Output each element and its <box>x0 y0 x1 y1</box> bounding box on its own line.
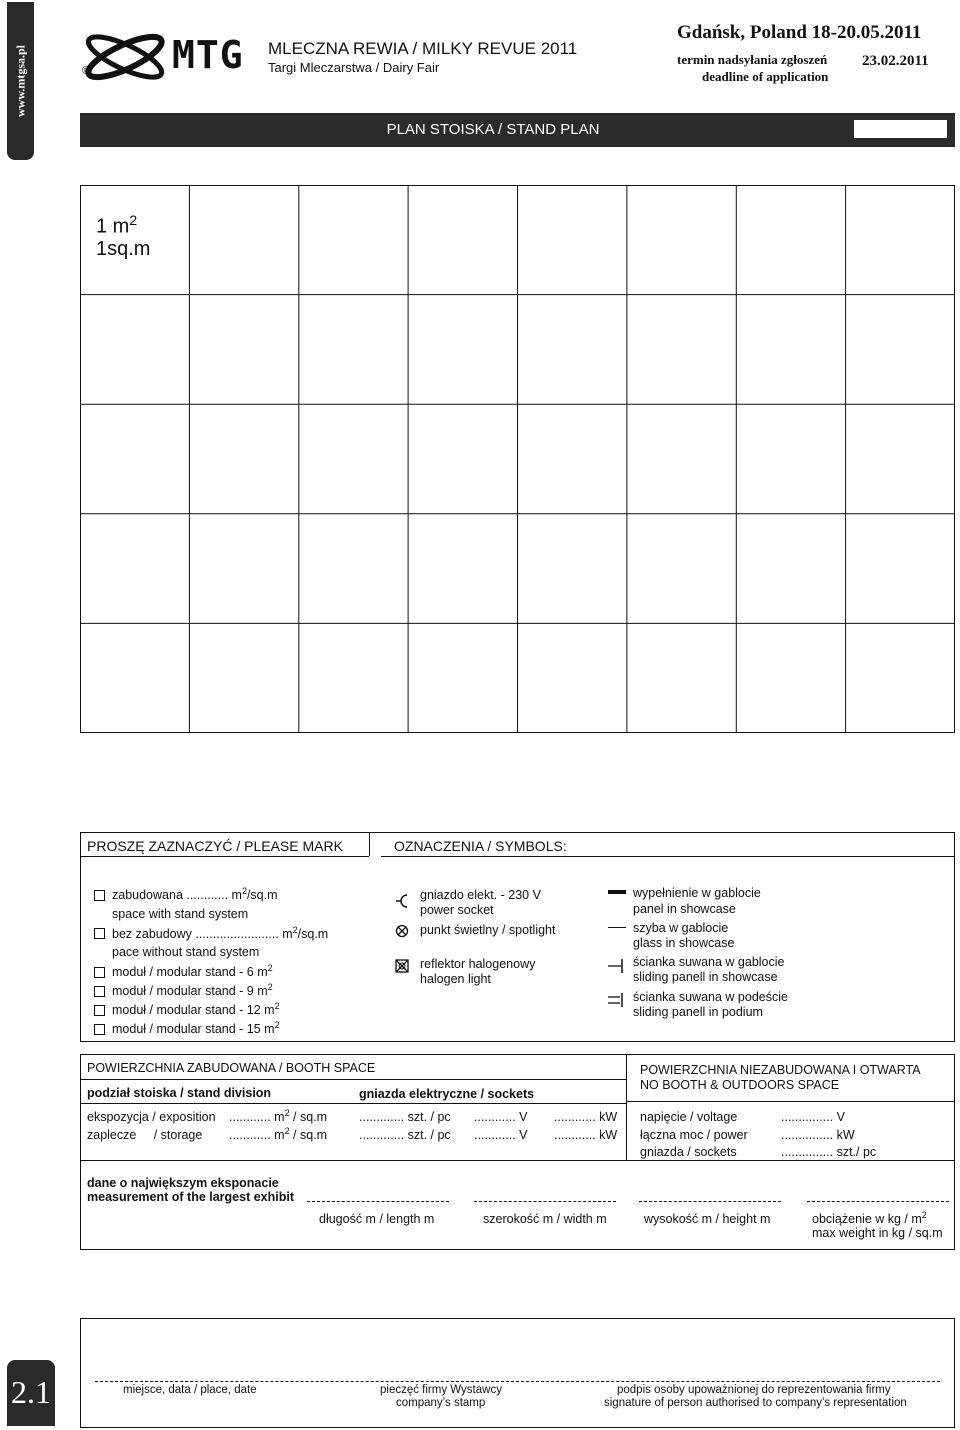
option-without-system <box>112 925 328 941</box>
deadline-en: deadline of application <box>702 69 829 84</box>
open-title-line <box>627 1101 954 1102</box>
page-number-tab <box>7 1360 55 1426</box>
opt4-label: moduł / modular stand - 6 m <box>112 965 268 980</box>
event-subtitle: Targi Mleczarstwa / Dairy Fair <box>268 60 440 75</box>
row1-unit: / sq.m <box>289 1128 328 1143</box>
socket-label: gniazdo elekt. - 230 V <box>420 888 541 902</box>
height-label: wysokość m / height m <box>644 1212 771 1226</box>
symbols-header-line <box>381 856 954 857</box>
registered-mark: ® <box>82 65 91 77</box>
sockets-label: gniazda elektryczne / sockets <box>359 1087 535 1101</box>
spotlight-label: punkt świetlny / spotlight <box>420 923 556 937</box>
deadline-date: 23.02.2011 <box>862 53 929 69</box>
socket-icon <box>394 893 410 909</box>
checkbox-modular-15[interactable] <box>94 1024 105 1035</box>
unit-sup: 2 <box>129 212 138 228</box>
opt0-sup: 2 <box>241 886 247 896</box>
row-storage-v: ............ V <box>474 1128 528 1142</box>
booth-mid-line <box>81 1160 954 1161</box>
mark-section <box>80 832 955 1042</box>
opt7-sup: 2 <box>274 1020 280 1030</box>
opt0-label: zabudowana ............ m <box>112 888 242 903</box>
weight-label-en: max weight in kg / sq.m <box>812 1226 943 1240</box>
row0-unit: / sq.m <box>289 1110 328 1125</box>
logo-emblem-icon <box>80 25 170 85</box>
width-label: szerokość m / width m <box>483 1212 607 1226</box>
open-voltage-name: napięcie / voltage <box>640 1110 738 1124</box>
option-modular-6 <box>112 963 273 979</box>
row-storage-area <box>229 1126 327 1142</box>
division-underline <box>81 1103 626 1104</box>
sliding-panel-label-en: sliding panell in showcase <box>633 970 778 984</box>
form-number-box[interactable] <box>854 120 947 138</box>
weight-field[interactable] <box>807 1201 949 1202</box>
sliding-panel-icon <box>608 958 626 974</box>
title-bar <box>80 113 955 147</box>
sliding-panel-label: ścianka suwana w gablocie <box>633 955 785 969</box>
sliding-podium-icon <box>608 992 626 1008</box>
logo-text: MTG <box>172 33 244 77</box>
halogen-icon <box>395 959 409 973</box>
row-exposition-szt: ............. szt. / pc <box>359 1110 451 1124</box>
signature-label-en: signature of person authorised to company’s representation <box>604 1397 907 1409</box>
exhibit-title-1: dane o największym eksponacie <box>87 1176 279 1190</box>
row-exposition-v: ............ V <box>474 1110 528 1124</box>
glass-label-en: glass in showcase <box>633 936 735 950</box>
length-field[interactable] <box>307 1201 449 1202</box>
open-title-2: NO BOOTH & OUTDOORS SPACE <box>640 1078 840 1092</box>
opt0-unit: /sq.m <box>246 888 278 903</box>
signature-box[interactable] <box>80 1318 955 1428</box>
stamp-label-en: company’s stamp <box>396 1397 486 1409</box>
signature-label: podpis osoby upoważnionej do reprezentowania firmy <box>617 1384 891 1396</box>
length-label: długość m / length m <box>319 1212 435 1226</box>
option-stand-system <box>112 886 278 902</box>
event-title: MLECZNA REWIA / MILKY REVUE 2011 <box>268 39 578 58</box>
place-date-label: miejsce, data / place, date <box>123 1384 257 1396</box>
glass-label: szyba w gablocie <box>633 921 729 935</box>
mark-header-divider <box>369 833 370 856</box>
side-tab <box>7 2 34 160</box>
exhibit-title-2: measurement of the largest exhibit <box>87 1190 295 1204</box>
unit-line2: 1sq.m <box>96 237 151 260</box>
booth-title-line <box>81 1079 626 1080</box>
option-modular-12 <box>112 1001 280 1017</box>
deadline-pl: termin nadsyłania zgłoszeń <box>677 52 828 67</box>
checkbox-stand-system[interactable] <box>94 890 105 901</box>
weight-sup: 2 <box>921 1210 927 1220</box>
option-modular-9 <box>112 982 273 998</box>
open-voltage-value: ............... V <box>781 1110 845 1124</box>
open-sockets-value: ............... szt./ pc <box>781 1145 877 1159</box>
option-modular-15 <box>112 1020 280 1036</box>
booth-section <box>80 1054 955 1250</box>
symbols-title: OZNACZENIA / SYMBOLS: <box>394 838 567 854</box>
row0-area: ............ m <box>229 1110 285 1125</box>
opt6-label: moduł / modular stand - 12 m <box>112 1003 275 1018</box>
booth-vertical-divider <box>626 1055 627 1160</box>
location-date: Gdańsk, Poland 18-20.05.2011 <box>677 22 922 43</box>
sliding-podium-label: ścianka suwana w podeście <box>633 990 788 1004</box>
checkbox-without-system[interactable] <box>94 928 105 939</box>
sliding-podium-label-en: sliding panell in podium <box>633 1005 763 1019</box>
row-exposition-area <box>229 1108 327 1124</box>
division-label: podział stoiska / stand division <box>87 1086 272 1100</box>
opt2-unit: /sq.m <box>297 927 329 942</box>
please-mark-title: PROSZĘ ZAZNACZYĆ / PLEASE MARK <box>87 838 343 854</box>
opt5-label: moduł / modular stand - 9 m <box>112 984 268 999</box>
bar-title: PLAN STOISKA / STAND PLAN <box>386 121 600 138</box>
opt7-label: moduł / modular stand - 15 m <box>112 1022 275 1037</box>
height-field[interactable] <box>639 1201 781 1202</box>
stamp-label: pieczęć firmy Wystawcy <box>380 1384 502 1396</box>
website-url: www.mtgsa.pl <box>13 44 27 118</box>
row1-area: ............ m <box>229 1128 285 1143</box>
page-number: 2.1 <box>11 1374 51 1410</box>
row1-sup: 2 <box>284 1126 290 1136</box>
opt2-label: bez zabudowy ........................ m <box>112 927 293 942</box>
stand-plan-grid[interactable] <box>80 185 955 733</box>
opt4-sup: 2 <box>267 963 273 973</box>
weight-label <box>812 1210 927 1226</box>
checkbox-modular-9[interactable] <box>94 986 105 997</box>
option-stand-system-en: space with stand system <box>112 907 249 921</box>
width-field[interactable] <box>474 1201 616 1202</box>
grid-unit-label <box>96 209 150 260</box>
open-power-name: łączna moc / power <box>640 1128 748 1142</box>
row-storage-szt: ............. szt. / pc <box>359 1128 451 1142</box>
open-sockets-name: gniazda / sockets <box>640 1145 737 1159</box>
spotlight-icon <box>395 924 409 938</box>
row-storage-name: zaplecze / storage <box>87 1128 203 1142</box>
signature-line <box>95 1381 940 1382</box>
halogen-label-en: halogen light <box>420 972 491 986</box>
socket-label-en: power socket <box>420 903 494 917</box>
weight-label-1: obciążenie w kg / m <box>812 1212 922 1227</box>
panel-label-en: panel in showcase <box>633 902 736 916</box>
row-storage-kw: ............ kW <box>554 1128 618 1142</box>
halogen-label: reflektor halogenowy <box>420 957 536 971</box>
opt6-sup: 2 <box>274 1001 280 1011</box>
panel-label: wypełnienie w gablocie <box>633 886 761 900</box>
glass-icon <box>608 927 626 928</box>
open-title-1: POWIERZCHNIA NIEZABUDOWANA I OTWARTA <box>640 1063 921 1077</box>
booth-title: POWIERZCHNIA ZABUDOWANA / BOOTH SPACE <box>87 1061 376 1075</box>
checkbox-modular-12[interactable] <box>94 1005 105 1016</box>
open-power-value: ............... kW <box>781 1128 855 1142</box>
row0-sup: 2 <box>284 1108 290 1118</box>
checkbox-modular-6[interactable] <box>94 967 105 978</box>
mtg-logo <box>80 25 245 85</box>
mark-header-line <box>81 856 369 857</box>
row-exposition-name: ekspozycja / exposition <box>87 1110 216 1124</box>
unit-line1: 1 m <box>96 215 130 238</box>
panel-icon <box>608 890 626 894</box>
option-without-system-en: pace without stand system <box>112 945 260 959</box>
row-exposition-kw: ............ kW <box>554 1110 618 1124</box>
opt5-sup: 2 <box>267 982 273 992</box>
opt2-sup: 2 <box>292 925 298 935</box>
